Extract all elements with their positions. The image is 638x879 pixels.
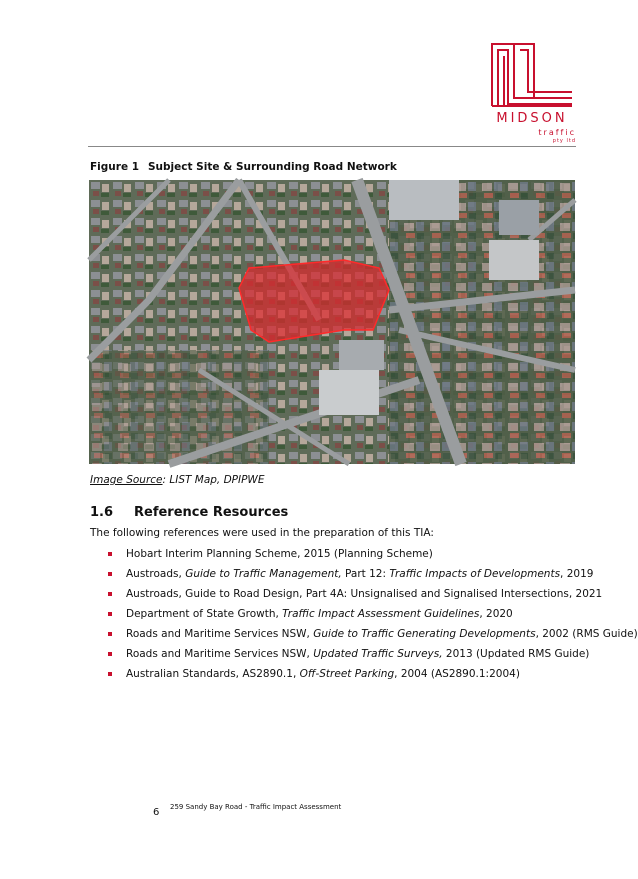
- reference-segment: , 2019: [560, 568, 594, 580]
- logo-name: MIDSON: [496, 111, 568, 126]
- midson-logo-icon: [488, 38, 576, 108]
- reference-item: [108, 566, 638, 586]
- logo-subtitle: traffic: [538, 128, 576, 137]
- reference-segment: Department of State Growth,: [126, 608, 283, 620]
- section-intro: The following references were used in the preparation of this TIA:: [90, 527, 434, 539]
- reference-segment: , 2002 (RMS Guide): [535, 628, 638, 640]
- reference-segment: Updated Traffic Surveys,: [313, 648, 443, 660]
- image-source: [90, 474, 264, 486]
- bullet-icon: [108, 612, 112, 616]
- bullet-icon: [108, 572, 112, 576]
- aerial-map-image: [89, 180, 575, 464]
- reference-item: [108, 586, 638, 606]
- footer-text: 259 Sandy Bay Road - Traffic Impact Assessment: [170, 803, 342, 811]
- reference-text: [126, 648, 589, 660]
- image-source-text: : LIST Map, DPIPWE: [162, 474, 265, 486]
- reference-segment: Traffic Impacts of Developments: [389, 568, 561, 580]
- reference-item: [108, 546, 638, 566]
- figure-caption: [90, 161, 397, 173]
- reference-text: [126, 568, 593, 580]
- bullet-icon: [108, 592, 112, 596]
- figure-title: Subject Site & Surrounding Road Network: [148, 161, 397, 173]
- reference-segment: Hobart Interim Planning Scheme, 2015 (Planning Scheme): [126, 548, 433, 560]
- reference-segment: , 2004 (AS2890.1:2004): [394, 668, 520, 680]
- reference-text: [126, 548, 433, 560]
- references-list: [108, 546, 638, 686]
- section-title: Reference Resources: [134, 505, 289, 520]
- reference-segment: Guide to Traffic Management,: [185, 568, 342, 580]
- page-number: 6: [153, 807, 160, 818]
- reference-segment: Roads and Maritime Services NSW,: [126, 628, 314, 640]
- reference-item: [108, 666, 638, 686]
- reference-segment: Austroads,: [126, 568, 186, 580]
- reference-segment: Part 12:: [341, 568, 390, 580]
- reference-text: [126, 608, 513, 620]
- reference-item: [108, 626, 638, 646]
- bullet-icon: [108, 652, 112, 656]
- section-heading: [90, 505, 288, 520]
- reference-item: [108, 606, 638, 626]
- reference-segment: Guide to Traffic Generating Developments: [313, 628, 536, 640]
- image-source-label: Image Source: [90, 474, 163, 486]
- logo-subtitle-small: pty ltd: [552, 138, 576, 144]
- bullet-icon: [108, 552, 112, 556]
- bullet-icon: [108, 632, 112, 636]
- reference-segment: Austroads, Guide to Road Design, Part 4A: Unsignalised and Signalised Intersections, 2021: [126, 588, 603, 600]
- reference-segment: Traffic Impact Assessment Guidelines: [282, 608, 480, 620]
- reference-segment: Off-Street Parking: [299, 668, 395, 680]
- bullet-icon: [108, 672, 112, 676]
- reference-segment: Australian Standards, AS2890.1,: [126, 668, 300, 680]
- figure-number: Figure 1: [90, 161, 140, 173]
- reference-segment: 2013 (Updated RMS Guide): [442, 648, 590, 660]
- reference-text: [126, 668, 520, 680]
- reference-text: [126, 588, 602, 600]
- reference-segment: , 2020: [479, 608, 513, 620]
- section-number: 1.6: [90, 505, 114, 520]
- reference-text: [126, 628, 638, 640]
- reference-item: [108, 646, 638, 666]
- header-divider: [88, 146, 576, 147]
- reference-segment: Roads and Maritime Services NSW,: [126, 648, 314, 660]
